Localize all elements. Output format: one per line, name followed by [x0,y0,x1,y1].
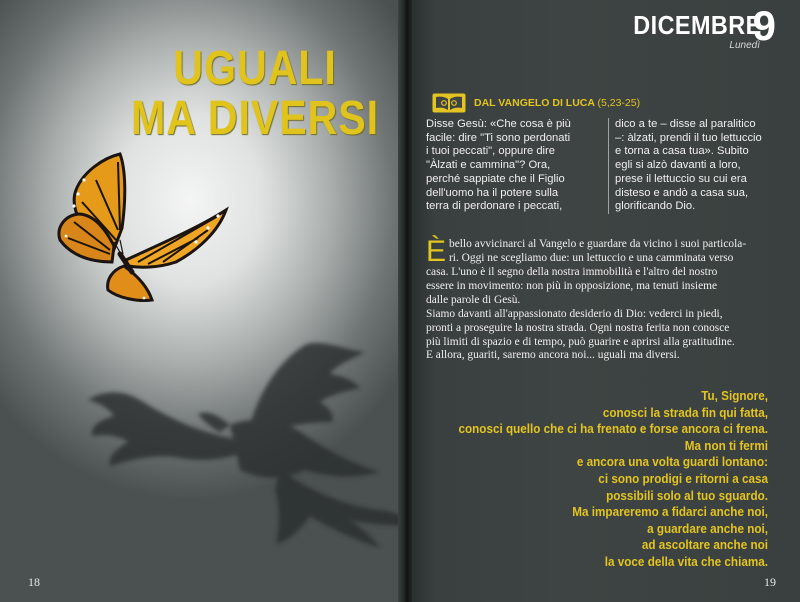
prayer-line: ad ascoltare anche noi [641,537,768,553]
prayer-line: ci sono prodigi e ritorni a casa [598,470,768,486]
gospel-line: terra di perdonare i peccati, [426,200,563,213]
gospel-line: glorificando Dio. [615,200,696,213]
reflection-line: casa. L'uno è il segno della nostra immobilità e l'altro del nostro [426,266,718,278]
gospel-line: Disse Gesù: «Che cosa è più [426,118,571,130]
gospel-title [474,97,640,109]
gospel-line: –: àlzati, prendi il tuo lettuccio [615,131,762,144]
title-line-1: UGUALI [173,42,337,95]
gospel-label-text: DAL VANGELO DI LUCA [474,97,595,109]
drop-cap: È [426,235,447,268]
page-number-right: 19 [764,575,776,589]
gospel-line: dico a te – disse al paralitico [615,118,756,130]
gospel-line: perché sappiate che il Figlio [426,172,565,185]
reflection-line: bello avvicinarci al Vangelo e guardare da vicino i suoi particola- [449,238,747,250]
gospel-reference: (5,23-25) [597,97,641,109]
reflection-line: E allora, guariti, saremo ancora noi... uguali ma diversi. [426,349,680,362]
gospel-line: i tuoi peccati", oppure dire [426,145,555,158]
page-number-left: 18 [28,575,40,589]
page-title [130,44,379,144]
gospel-line: disteso e andò a casa sua, [615,186,749,199]
prayer-line: la voce della vita che chiama. [604,553,768,569]
date-weekday: Lunedì [729,40,760,51]
reflection-line: ri. Oggi ne scegliamo due: un lettuccio e una camminata verso [449,251,734,264]
reflection-line: pronti a proseguire la nostra strada. Ogni nostra ferita non conosce [426,321,730,334]
gospel-line: "Àlzati e cammina"? Ora, [426,159,551,172]
gospel-line: prese il lettuccio su cui era [615,172,747,185]
gospel-line: dell'uomo ha il potere sulla [426,186,559,199]
title-line-2: MA DIVERSI [131,92,379,145]
gospel-column-right [608,118,795,214]
date-month: DICEMBRE [633,10,762,40]
prayer-text [444,388,768,571]
prayer-line: a guardare anche noi, [647,520,768,536]
prayer-line: e ancora una volta guardi lontano: [576,454,768,470]
gospel-column-left [426,118,604,214]
reflection-line: essere in movimento: non più in opposizione, ma tenuti insieme [426,279,718,292]
gospel-line: egli si alzò davanti a loro, [615,159,741,172]
prayer-line: possibili solo al tuo sguardo. [606,487,768,503]
right-page [412,0,800,602]
prayer-line: Ma non ti fermi [684,437,768,453]
reflection-text [426,235,786,363]
date-day-number: 9 [752,2,776,49]
bird-shadow-illustration [80,330,404,550]
prayer-line: conosci quello che ci ha frenato e forse ancora ci frena. [458,421,768,437]
reflection-line: dalle parole di Gesù. [426,293,521,306]
prayer-line: Ma impareremo a fidarci anche noi, [572,504,768,520]
open-book-icon [432,93,466,113]
prayer-line: Tu, Signore, [701,388,768,403]
reflection-line: più limiti di spazio e di tempo, può guarire e aprirsi alla gratitudine. [426,335,735,348]
gospel-line: e torna a casa tua». Subito [615,145,749,158]
reflection-line: Siamo davanti all'appassionato desiderio di Dio: vederci in piedi, [426,307,723,320]
prayer-line: conosci la strada fin qui fatta, [602,404,768,420]
gospel-line: facile: dire "Ti sono perdonati [426,131,571,144]
butterfly-illustration [48,150,233,310]
